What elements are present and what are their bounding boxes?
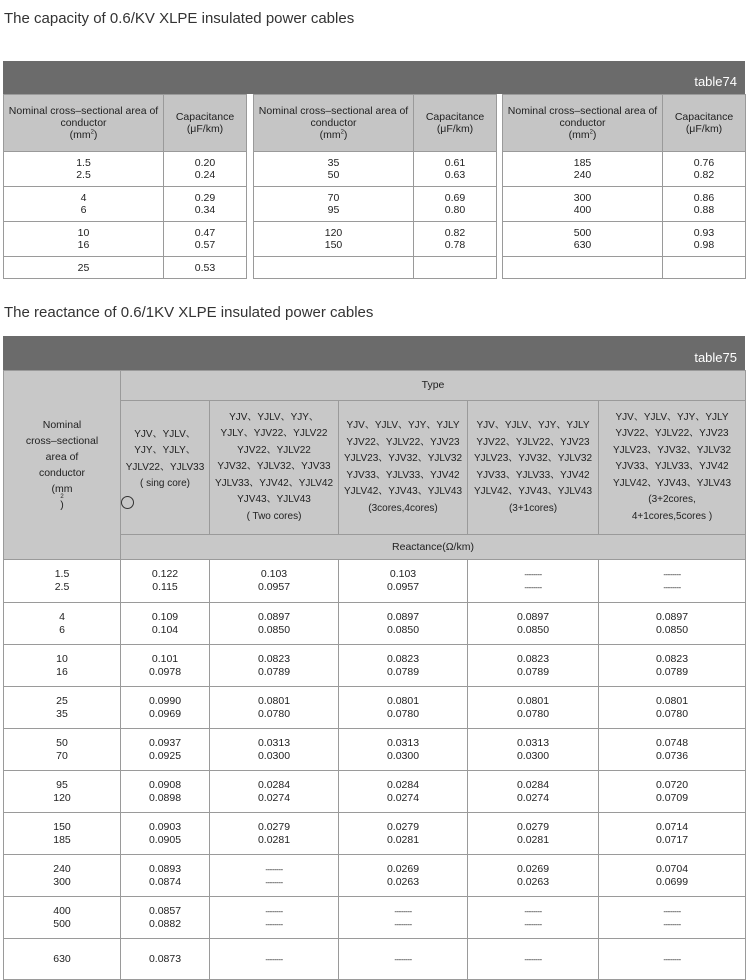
table-row [4, 603, 746, 645]
capacitance-cell [414, 257, 497, 279]
reactance-cell: -------- -------- [468, 560, 599, 603]
area-cell: 300 400 [503, 187, 663, 222]
area-cell: 630 [4, 939, 121, 980]
reactance-cell: -------- -------- [210, 855, 339, 897]
area-cell: 25 35 [4, 687, 121, 729]
type-column-header: YJV、YJLV、YJY、YJLY YJV22、YJLV22、YJV23 YJLV23、YJV32、YJLV32 YJV33、YJLV33、YJV42 YJLV42、YJV43、YJLV43 (3cores,4cores) [339, 401, 468, 535]
reactance-cell: 0.0823 0.0789 [210, 645, 339, 687]
area-cell: 70 95 [254, 187, 414, 222]
capacitance-cell: 0.53 [164, 257, 247, 279]
table-row [503, 222, 746, 257]
reactance-cell: 0.101 0.0978 [121, 645, 210, 687]
reactance-cell: 0.0823 0.0789 [468, 645, 599, 687]
area-column-header: Nominal cross–sectional area of conductor $(mm^2)$ [4, 95, 164, 152]
reactance-cell: 0.0313 0.0300 [210, 729, 339, 771]
area-cell: 10 16 [4, 222, 164, 257]
capacity-table-block [253, 94, 497, 279]
capacitance-cell: 0.82 0.78 [414, 222, 497, 257]
reactance-cell: 0.0279 0.0281 [210, 813, 339, 855]
reactance-cell: -------- [339, 939, 468, 980]
capacitance-cell: 0.93 0.98 [663, 222, 746, 257]
table-row [254, 257, 497, 279]
reactance-cell: 0.0897 0.0850 [468, 603, 599, 645]
reactance-cell: -------- [210, 939, 339, 980]
capacity-table-block [502, 94, 746, 279]
circle-icon [121, 496, 134, 509]
area-cell: 35 50 [254, 152, 414, 187]
reactance-cell: 0.103 0.0957 [339, 560, 468, 603]
table-row [4, 813, 746, 855]
reactance-cell: -------- -------- [599, 560, 746, 603]
reactance-cell: -------- -------- [468, 897, 599, 939]
area-column-header: Nominal cross–sectional area of conductor $(mm^2)$ [254, 95, 414, 152]
reactance-cell: -------- [599, 939, 746, 980]
reactance-cell: 0.0937 0.0925 [121, 729, 210, 771]
table-row [254, 187, 497, 222]
table-row [4, 560, 746, 603]
capacitance-cell: 0.20 0.24 [164, 152, 247, 187]
area-cell: 240 300 [4, 855, 121, 897]
area-cell: 150 185 [4, 813, 121, 855]
table75-banner [3, 336, 745, 370]
area-cell: 500 630 [503, 222, 663, 257]
reactance-cell: 0.0284 0.0274 [339, 771, 468, 813]
reactance-cell: -------- -------- [339, 897, 468, 939]
table-row [4, 257, 247, 279]
reactance-cell: 0.0269 0.0263 [468, 855, 599, 897]
type-header: Type [121, 371, 746, 401]
reactance-cell: 0.0313 0.0300 [468, 729, 599, 771]
area-cell [254, 257, 414, 279]
capacitance-cell: 0.76 0.82 [663, 152, 746, 187]
area-cell: 4 6 [4, 187, 164, 222]
reactance-cell: 0.0823 0.0789 [599, 645, 746, 687]
reactance-cell: 0.0720 0.0709 [599, 771, 746, 813]
table-row [4, 939, 746, 980]
reactance-cell: 0.0313 0.0300 [339, 729, 468, 771]
type-column-header: YJV、YJLV、YJY、YJLY YJV22、YJLV22、YJV23 YJLV23、YJV32、YJLV32 YJV33、YJLV33、YJV42 YJLV42、YJV43、YJLV43 (3+2cores, 4+1cores,5cores ) [599, 401, 746, 535]
reactance-cell: 0.0823 0.0789 [339, 645, 468, 687]
capacity-title: The capacity of 0.6/KV XLPE insulated power cables [4, 10, 355, 27]
area-cell: 95 120 [4, 771, 121, 813]
reactance-cell: 0.0801 0.0780 [339, 687, 468, 729]
table-row [503, 257, 746, 279]
area-cell: 1.5 2.5 [4, 152, 164, 187]
capacity-table-block [3, 94, 247, 279]
reactance-cell: 0.0897 0.0850 [210, 603, 339, 645]
reactance-cell: 0.0801 0.0780 [210, 687, 339, 729]
reactance-cell: 0.109 0.104 [121, 603, 210, 645]
reactance-cell: 0.0269 0.0263 [339, 855, 468, 897]
table-row [4, 729, 746, 771]
reactance-cell: 0.0714 0.0717 [599, 813, 746, 855]
table-row [254, 222, 497, 257]
reactance-cell: 0.0801 0.0780 [599, 687, 746, 729]
area-cell: 400 500 [4, 897, 121, 939]
table-row [4, 687, 746, 729]
table74-label: table74 [694, 74, 737, 89]
reactance-cell: 0.0873 [121, 939, 210, 980]
area-cell: 185 240 [503, 152, 663, 187]
capacitance-column-header: Capacitance (μF/km) [414, 95, 497, 152]
reactance-cell: 0.122 0.115 [121, 560, 210, 603]
type-column-header: YJV、YJLV、 YJY、YJLY、 YJLV22、YJLV33 ( sing core) [121, 401, 210, 535]
capacitance-column-header: Capacitance (μF/km) [164, 95, 247, 152]
capacitance-cell: 0.47 0.57 [164, 222, 247, 257]
area-cell: 4 6 [4, 603, 121, 645]
area-cell: 50 70 [4, 729, 121, 771]
capacitance-cell: 0.29 0.34 [164, 187, 247, 222]
table74-banner [3, 61, 745, 94]
reactance-title: The reactance of 0.6/1KV XLPE insulated power cables [4, 304, 374, 321]
reactance-cell: 0.0897 0.0850 [339, 603, 468, 645]
reactance-cell: 0.0893 0.0874 [121, 855, 210, 897]
table-row [4, 897, 746, 939]
reactance-cell: 0.0284 0.0274 [468, 771, 599, 813]
reactance-cell: 0.0748 0.0736 [599, 729, 746, 771]
reactance-table [3, 370, 746, 980]
table-row [4, 771, 746, 813]
reactance-cell: 0.0279 0.0281 [468, 813, 599, 855]
type-column-header: YJV、YJLV、YJY、YJLY YJV22、YJLV22、YJV23 YJLV23、YJV32、YJLV32 YJV33、YJLV33、YJV42 YJLV42、YJV43、YJLV43 (3+1cores) [468, 401, 599, 535]
table-row [4, 152, 247, 187]
table-row [254, 152, 497, 187]
reactance-cell: 0.0903 0.0905 [121, 813, 210, 855]
reactance-cell: 0.0284 0.0274 [210, 771, 339, 813]
reactance-cell: 0.103 0.0957 [210, 560, 339, 603]
area-header: Nominal cross–sectional area of conductor (mm 2 ) [4, 371, 121, 560]
table-row [4, 222, 247, 257]
reactance-cell: -------- -------- [210, 897, 339, 939]
area-cell: 25 [4, 257, 164, 279]
area-cell [503, 257, 663, 279]
reactance-cell: -------- [468, 939, 599, 980]
reactance-cell: 0.0801 0.0780 [468, 687, 599, 729]
capacitance-cell [663, 257, 746, 279]
reactance-cell: 0.0990 0.0969 [121, 687, 210, 729]
table-row [4, 187, 247, 222]
table-row [4, 645, 746, 687]
reactance-cell: 0.0279 0.0281 [339, 813, 468, 855]
reactance-cell: 0.0908 0.0898 [121, 771, 210, 813]
capacitance-column-header: Capacitance (μF/km) [663, 95, 746, 152]
reactance-unit-header: Reactance(Ω/km) [121, 535, 746, 560]
reactance-cell: 0.0704 0.0699 [599, 855, 746, 897]
table-row [503, 152, 746, 187]
capacitance-cell: 0.69 0.80 [414, 187, 497, 222]
reactance-cell: -------- -------- [599, 897, 746, 939]
area-cell: 10 16 [4, 645, 121, 687]
capacitance-cell: 0.61 0.63 [414, 152, 497, 187]
table-row [503, 187, 746, 222]
area-cell: 120 150 [254, 222, 414, 257]
table-row [4, 855, 746, 897]
area-column-header: Nominal cross–sectional area of conductor $(mm^2)$ [503, 95, 663, 152]
reactance-cell: 0.0857 0.0882 [121, 897, 210, 939]
capacitance-cell: 0.86 0.88 [663, 187, 746, 222]
area-cell: 1.5 2.5 [4, 560, 121, 603]
table75-label: table75 [694, 350, 737, 365]
type-column-header: YJV、YJLV、YJY、 YJLY、YJV22、YJLV22 YJV22、YJLV22 YJV32、YJLV32、YJV33 YJLV33、YJV42、YJLV42 YJV43、YJLV43 ( Two cores) [210, 401, 339, 535]
reactance-cell: 0.0897 0.0850 [599, 603, 746, 645]
